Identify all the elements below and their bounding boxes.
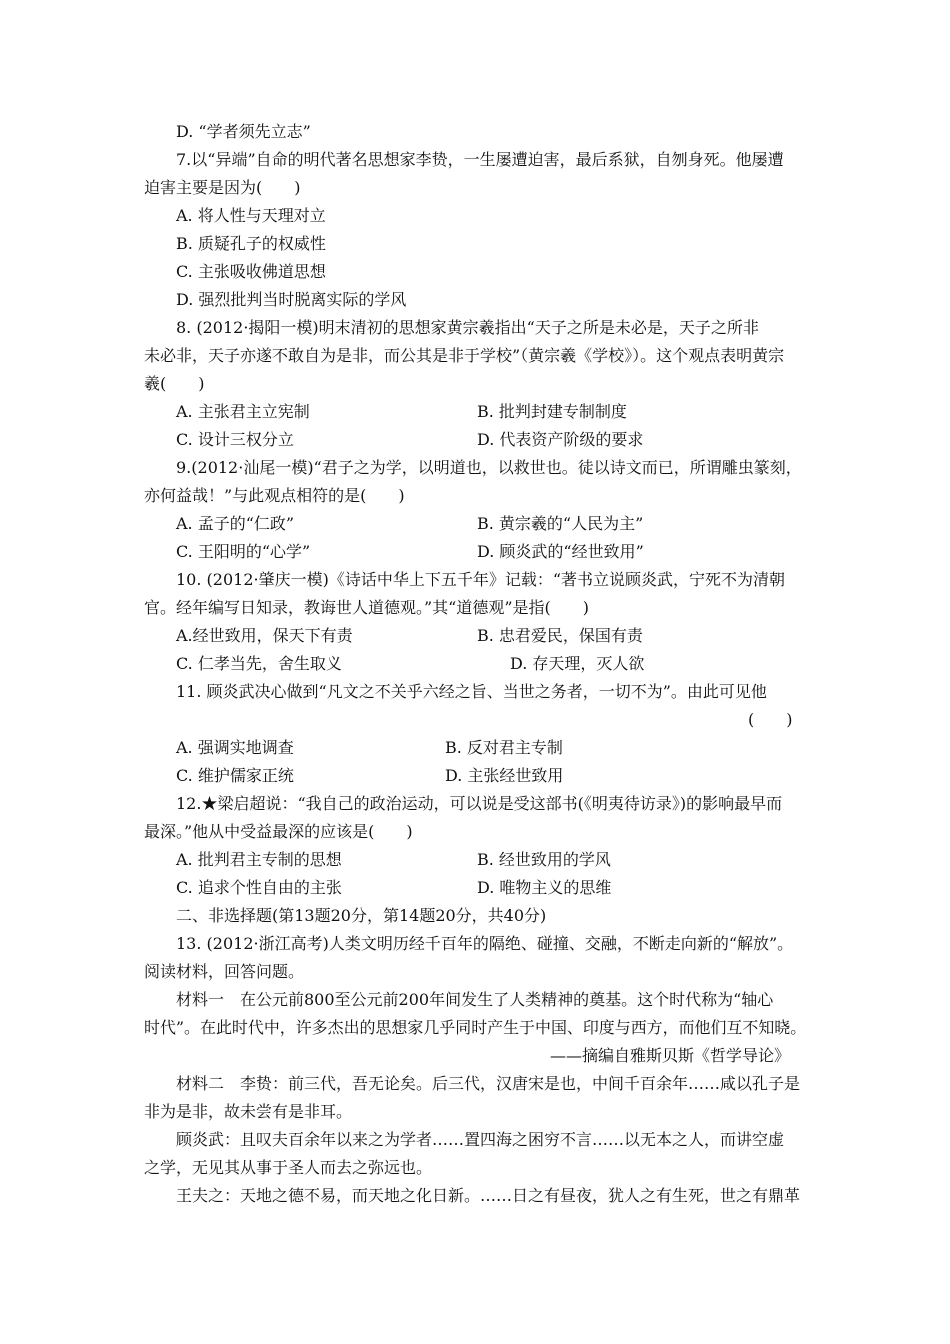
q7-option-c: C. 主张吸收佛道思想 (176, 262, 326, 281)
material-two-line2: 非为是非，故未尝有是非耳。 (144, 1102, 353, 1121)
q10-stem-line2: 官。经年编写日知录，教诲世人道德观。”其“道德观”是指( ) (144, 598, 590, 617)
q12-option-a: A. 批判君主专制的思想 (176, 850, 342, 869)
q8-option-a: A. 主张君主立宪制 (176, 402, 310, 421)
q12-option-c: C. 追求个性自由的主张 (176, 878, 342, 897)
q10-option-d: D. 存天理，灭人欲 (510, 654, 645, 673)
q9-option-b: B. 黄宗羲的“人民为主” (477, 514, 644, 533)
q7-option-d: D. 强烈批判当时脱离实际的学风 (176, 290, 407, 309)
q11-option-b: B. 反对君主专制 (445, 738, 563, 757)
material-two-line5: 王夫之：天地之德不易，而天地之化日新。……日之有昼夜，犹人之有生死，世之有鼎革 (176, 1186, 801, 1205)
material-two-line4: 之学，无见其从事于圣人而去之弥远也。 (144, 1158, 433, 1177)
q9-option-d: D. 顾炎武的“经世致用” (477, 542, 644, 561)
q12-option-b: B. 经世致用的学风 (477, 850, 611, 869)
q10-stem-line1: 10. (2012·肇庆一模)《诗话中华上下五千年》记载：“著书立说顾炎武，宁死不为清朝 (176, 570, 786, 589)
q11-stem-line1: 11. 顾炎武决心做到“凡文之不关乎六经之旨、当世之务者，一切不为”。由此可见他 (176, 682, 767, 701)
q12-option-d: D. 唯物主义的思维 (477, 878, 612, 897)
q10-option-a: A.经世致用，保天下有责 (176, 626, 353, 645)
q12-stem-line2: 最深。”他从中受益最深的应该是( ) (144, 822, 413, 841)
q10-option-b: B. 忠君爱民，保国有责 (477, 626, 643, 645)
q11-option-d: D. 主张经世致用 (445, 766, 564, 785)
q12-stem-line1: 12.★梁启超说：“我自己的政治运动，可以说是受这部书(《明夷待访录》)的影响最早而 (176, 794, 783, 813)
section-heading: 二、非选择题(第13题20分，第14题20分，共40分) (176, 906, 547, 925)
q13-stem-line1: 13. (2012·浙江高考)人类文明历经千百年的隔绝、碰撞、交融，不断走向新的“解放”。 (176, 934, 794, 953)
q9-stem-line2: 亦何益哉！”与此观点相符的是( ) (144, 486, 405, 505)
q8-option-b: B. 批判封建专制制度 (477, 402, 627, 421)
q7-stem-line1: 7.以“异端”自命的明代著名思想家李贽，一生屡遭迫害，最后系狱，自刎身死。他屡遭 (176, 150, 784, 169)
q11-option-a: A. 强调实地调查 (176, 738, 294, 757)
q8-stem-line3: 羲( ) (144, 374, 205, 393)
q8-option-d: D. 代表资产阶级的要求 (477, 430, 644, 449)
material-one-line2: 时代”。在此时代中，许多杰出的思想家几乎同时产生于中国、印度与西方，而他们互不知晓。 (144, 1018, 807, 1037)
material-one-line1: 材料一 在公元前800至公元前200年间发生了人类精神的奠基。这个时代称为“轴心 (176, 990, 774, 1009)
q6-option-d: D. “学者须先立志” (176, 122, 311, 141)
q11-option-c: C. 维护儒家正统 (176, 766, 294, 785)
q8-stem-line1: 8. (2012·揭阳一模)明末清初的思想家黄宗羲指出“天子之所是未必是，天子之所非 (176, 318, 759, 337)
q13-stem-line2: 阅读材料，回答问题。 (144, 962, 305, 981)
q8-option-c: C. 设计三权分立 (176, 430, 294, 449)
q9-option-a: A. 孟子的“仁政” (176, 514, 295, 533)
q7-option-a: A. 将人性与天理对立 (176, 206, 326, 225)
material-two-line1: 材料二 李贽：前三代，吾无论矣。后三代，汉唐宋是也，中间千百余年……咸以孔子是 (176, 1074, 801, 1093)
q9-stem-line1: 9.(2012·汕尾一模)“君子之为学，以明道也，以救世也。徒以诗文而已，所谓雕虫篆刻， (176, 458, 802, 477)
q8-stem-line2: 未必非，天子亦遂不敢自为是非，而公其是非于学校”（黄宗羲《学校》）。这个观点表明黄宗 (144, 346, 785, 365)
q7-stem-line2: 迫害主要是因为( ) (144, 178, 301, 197)
q7-option-b: B. 质疑孔子的权威性 (176, 234, 326, 253)
material-one-source: ——摘编自雅斯贝斯《哲学导论》 (550, 1046, 791, 1065)
q11-answer-bracket: ( ) (748, 710, 793, 729)
q9-option-c: C. 王阳明的“心学” (176, 542, 311, 561)
material-two-line3: 顾炎武：且叹夫百余年以来之为学者……置四海之困穷不言……以无本之人，而讲空虚 (176, 1130, 785, 1149)
q10-option-c: C. 仁孝当先，舍生取义 (176, 654, 342, 673)
